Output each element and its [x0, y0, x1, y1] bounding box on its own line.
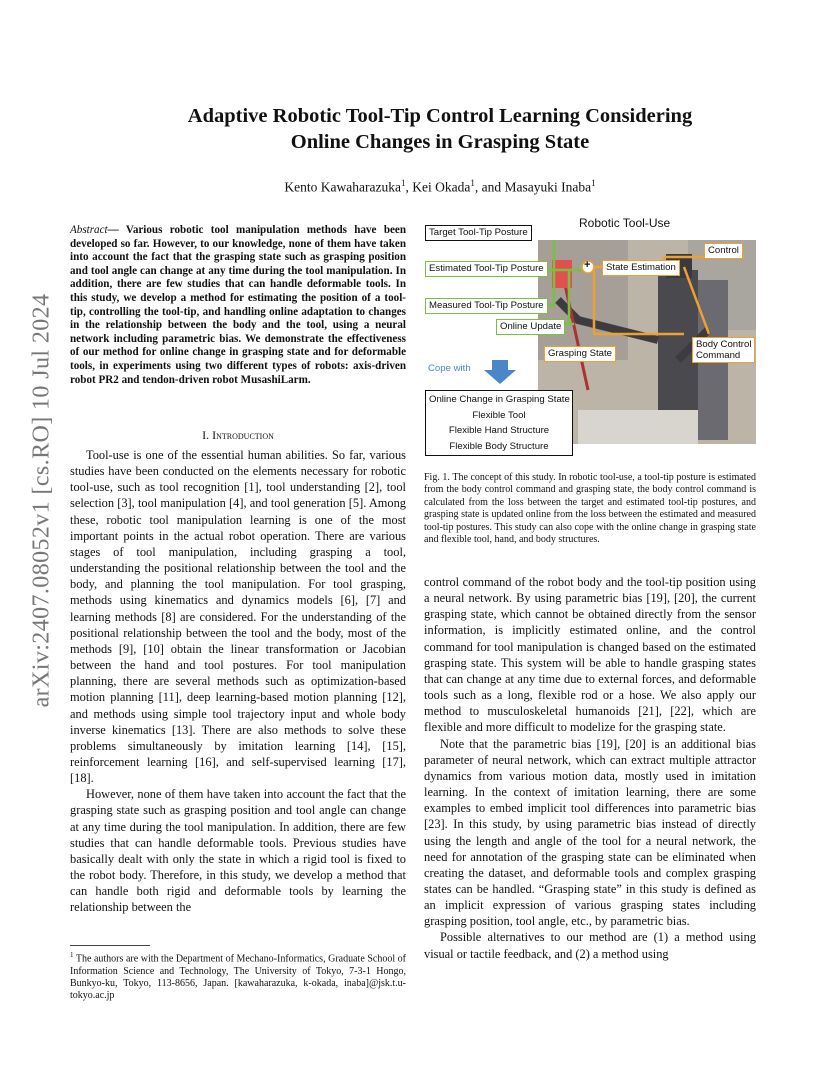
affiliation-mark: 1: [470, 178, 475, 188]
abstract-text: Various robotic tool manipulation methods have been developed so far. However, to our knowledge, none of them have taken into account the fact that the grasping state such as grasping position and tool angle can change at any time during the tool manipulation. In addition, there are few studies that can handle deformable tools. In this study, we develop a method for estimating the position of a tool-tip, controlling the tool-tip, and handling online adaptation to changes in the relationship between the body and the tool, using a neural network including parametric bias. We demonstrate the effectiveness of our method for online change in grasping state and for deformable tools, in experiments using two different types of robots: axis-driven robot PR2 and tendon-driven robot MusashiLarm.: [70, 224, 407, 386]
footnote-text: The authors are with the Department of Mechano-Informatics, Graduate School of Information Science and Technology, The University of Tokyo, 7-3-1 Hongo, Bunkyo-ku, Tokyo, 113-8656, Japan. [kawaharazuka, k-okada, inaba]@jsk.t.u-tokyo.ac.jp: [70, 953, 406, 1001]
label-state-estimation: State Estimation: [602, 260, 680, 276]
figure-title: Robotic Tool-Use: [579, 216, 671, 230]
label-body-control-command: [692, 337, 755, 363]
section-heading: [70, 428, 406, 443]
paragraph: Note that the parametric bias [19], [20] is an additional bias parameter of neural network, which can extract multiple attractor dynamics from various motion data, mostly used in imitation learning. In the context of imitation learning, there are some examples to embed implicit tool differences into parametric bias [23]. In this study, by using parametric bias instead of directly using the length and angle of the tool for a neural network, the need for annotation of the grasping state can be eliminated when creating the dataset, and deformable tools and complex grasping states can be handled. “Grasping state” in this study is defined as an implicit expression of various grasping states including grasping position, tool angle, etc., by parametric bias.: [424, 736, 756, 929]
paper-title: [100, 103, 780, 155]
footnote-rule: [70, 945, 150, 946]
label-cope-with: Cope with: [428, 363, 471, 374]
section-title: Introduction: [212, 428, 274, 442]
paragraph: Tool-use is one of the essential human abilities. So far, various studies have been conducted on the elements necessary for robotic tool-use, such as tool recognition [1], tool understanding [2], tool selection [3], tool manipulation [4], and tool generation [5]. Among these, robotic tool manipulation learning is one of the most important points in the actual robot operation. There are various stages of tool manipulation, including grasping a tool, understanding the positional relationship between the tool and the body, and planning the tool manipulation. For tool grasping, methods using kinematics and dynamics models [6], [7] and learning methods [8] are considered. For the understanding of the positional relationship between the tool and the body, most of the methods [9], [10] obtain the linear transformation or Jacobian between the hand and tool postures. For tool manipulation planning, there are several methods such as optimization-based motion planning [11], deep learning-based motion planning [12], and methods using simple tool trajectory input and whole body inverse kinematics [13]. There are also methods to solve these problems simultaneously by imitation learning [14], [15], reinforcement learning [16], and self-supervised learning [17], [18].: [70, 448, 406, 786]
affiliation-mark: 1: [591, 178, 596, 188]
plus-sign: +: [584, 259, 591, 271]
arrow-body: [684, 267, 709, 334]
author-1: Kento Kawaharazuka: [284, 179, 401, 195]
author-list: Kento Kawaharazuka$^1$, Kei Okada$^1$, and Masayuki Inaba$^1$: [284, 178, 596, 195]
figure-1: [424, 214, 756, 452]
introduction-body: [70, 447, 406, 916]
cope-with-arrow: [484, 360, 516, 384]
label-target-posture: Target Tool-Tip Posture: [425, 225, 532, 241]
footnote: [70, 949, 406, 1002]
cope-with-list: [425, 390, 573, 456]
label-online-update: Online Update: [496, 319, 565, 335]
cope-item: Flexible Hand Structure: [448, 425, 550, 436]
title-line-1: Adaptive Robotic Tool-Tip Control Learning Considering: [187, 105, 693, 127]
body-control-line-1: Body Control: [696, 339, 752, 350]
paragraph: control command of the robot body and the tool-tip position using a neural network. By using parametric bias [19], [20], the current grasping state, which cannot be obtained directly from the sensor information, is implicitly estimated online, and the control command for tool manipulation is changed based on the estimated grasping state. This system will be able to handle grasping states that can change at any time due to external forces, and deformable tools such as a long, flexible rod or a hose. We also apply our method to musculoskeletal humanoids [21], [22], which are flexible and more difficult to modelize for the grasping state.: [424, 575, 756, 735]
label-estimated-posture: Estimated Tool-Tip Posture: [425, 261, 548, 277]
footnote-mark: 1: [70, 951, 74, 959]
abstract-label: Abstract: [70, 224, 108, 236]
cope-item: Flexible Body Structure: [449, 440, 549, 452]
figure-caption: Fig. 1. The concept of this study. In robotic tool-use, a tool-tip posture is estimated from the body control command and grasping state, the body control command is calculated from the loss between the target and estimated tool-tip postures, and grasping state is updated online from the loss between the estimated and measured tool-tip postures. This study can also cope with the online change in grasping state and flexible tool, hand, and body structures.: [424, 472, 756, 546]
affiliation-mark: 1: [401, 178, 406, 188]
title-line-2: Online Changes in Grasping State: [290, 131, 590, 153]
right-column-body: [424, 574, 756, 962]
label-control: Control: [704, 243, 743, 259]
label-measured-posture: Measured Tool-Tip Posture: [425, 298, 548, 314]
author-3: and Masayuki Inaba: [481, 179, 592, 195]
arxiv-stamp: [22, 290, 62, 710]
label-grasping-state: Grasping State: [544, 346, 616, 362]
arxiv-id: arXiv:2407.08052v1 [cs.RO] 10 Jul 2024: [28, 293, 55, 707]
cope-item: Flexible Tool: [472, 409, 526, 421]
paragraph: However, none of them have taken into account the fact that the grasping state such as grasping position and tool angle can change at any time during the tool manipulation. In addition, there are few studies that can handle deformable tools. Previous studies have basically dealt with only the state in which a rigid tool is fixed to the robot body. Therefore, in this study, we develop a method that can handle both rigid and deformable tools by learning the relationship between the: [70, 787, 406, 915]
abstract-dash: —: [107, 224, 126, 236]
section-number: I.: [202, 428, 213, 442]
abstract: [70, 224, 406, 387]
cope-item: Online Change in Grasping State: [429, 394, 570, 405]
author-2: Kei Okada: [412, 179, 471, 195]
body-control-line-2: Command: [696, 350, 741, 361]
paragraph: Possible alternatives to our method are (1) a method using visual or tactile feedback, and (2) a method using: [424, 930, 756, 961]
